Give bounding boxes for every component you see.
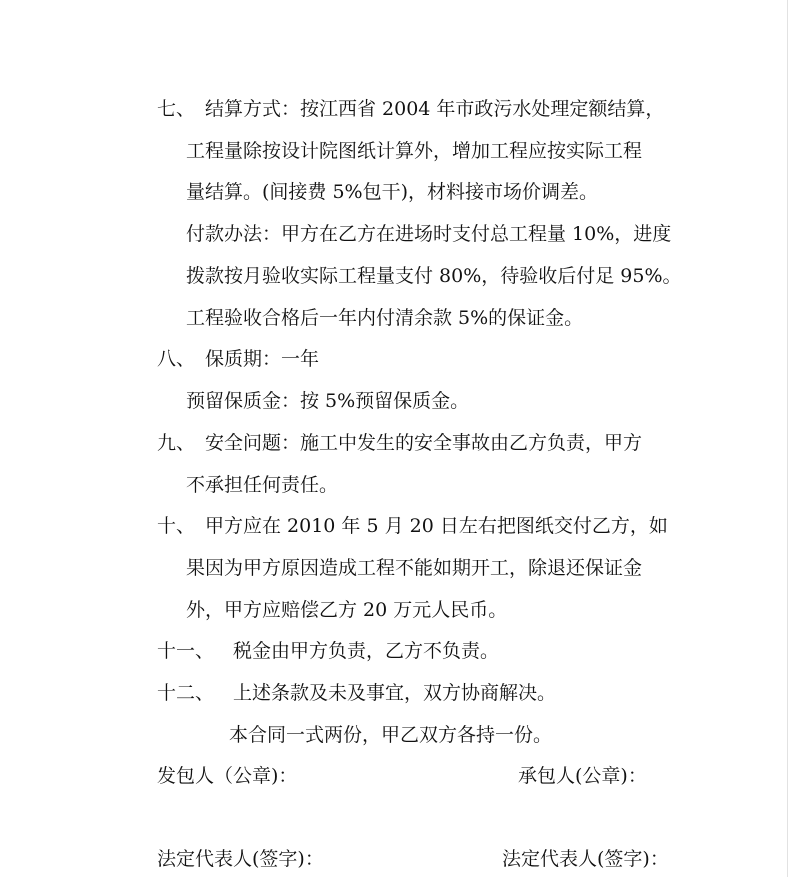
party-b-rep-label: 法定代表人(签字)：	[502, 848, 669, 870]
clause-7-line-1	[157, 96, 664, 122]
clause-8-text: 保质期：一年	[205, 348, 320, 370]
clause-10-line-3: 外，甲方应赔偿乙方 20 万元人民币。	[186, 599, 508, 621]
clause-8-line-1	[157, 346, 319, 372]
copies-note: 本合同一式两份，甲乙双方各持一份。	[229, 724, 553, 746]
page-right-edge	[787, 0, 788, 877]
clause-7-line-2: 工程量除按设计院图纸计算外，增加工程应按实际工程	[186, 140, 643, 162]
clause-7-line-3: 量结算。(间接费 5%包干)，材料接市场价调差。	[186, 181, 599, 203]
clause-9-line-2: 不承担任何责任。	[186, 474, 339, 496]
party-a-seal-label: 发包人（公章)：	[157, 765, 298, 787]
clause-9-text: 安全问题：施工中发生的安全事故由乙方负责，甲方	[205, 432, 643, 454]
clause-12-text: 上述条款及未及事宜，双方协商解决。	[233, 682, 557, 704]
clause-11-number: 十一、	[157, 640, 215, 662]
clause-10-line-1	[157, 513, 668, 539]
clause-8-number: 八、	[157, 348, 196, 370]
payment-method-line-2: 拨款按月验收实际工程量支付 80%，待验收后付足 95%。	[186, 265, 682, 287]
clause-8-line-2: 预留保质金：按 5%预留保质金。	[186, 390, 470, 412]
clause-12-number: 十二、	[157, 682, 215, 704]
clause-7-text: 结算方式：按江西省 2004 年市政污水处理定额结算，	[205, 98, 665, 120]
clause-10-text: 甲方应在 2010 年 5 月 20 日左右把图纸交付乙方，如	[205, 515, 668, 537]
clause-12-line-1	[157, 680, 556, 706]
payment-method-line-1: 付款办法：甲方在乙方在进场时支付总工程量 10%，进度	[186, 223, 672, 245]
clause-10-number: 十、	[157, 515, 196, 537]
clause-10-line-2: 果因为甲方原因造成工程不能如期开工，除退还保证金	[186, 557, 643, 579]
clause-9-line-1	[157, 430, 642, 456]
party-a-rep-label: 法定代表人(签字)：	[157, 848, 324, 870]
clause-11-line-1	[157, 638, 499, 664]
payment-method-line-3: 工程验收合格后一年内付清余款 5%的保证金。	[186, 307, 584, 329]
clause-9-number: 九、	[157, 432, 196, 454]
clause-11-text: 税金由甲方负责，乙方不负责。	[233, 640, 500, 662]
party-b-seal-label: 承包人(公章)：	[518, 765, 647, 787]
clause-7-number: 七、	[157, 98, 196, 120]
